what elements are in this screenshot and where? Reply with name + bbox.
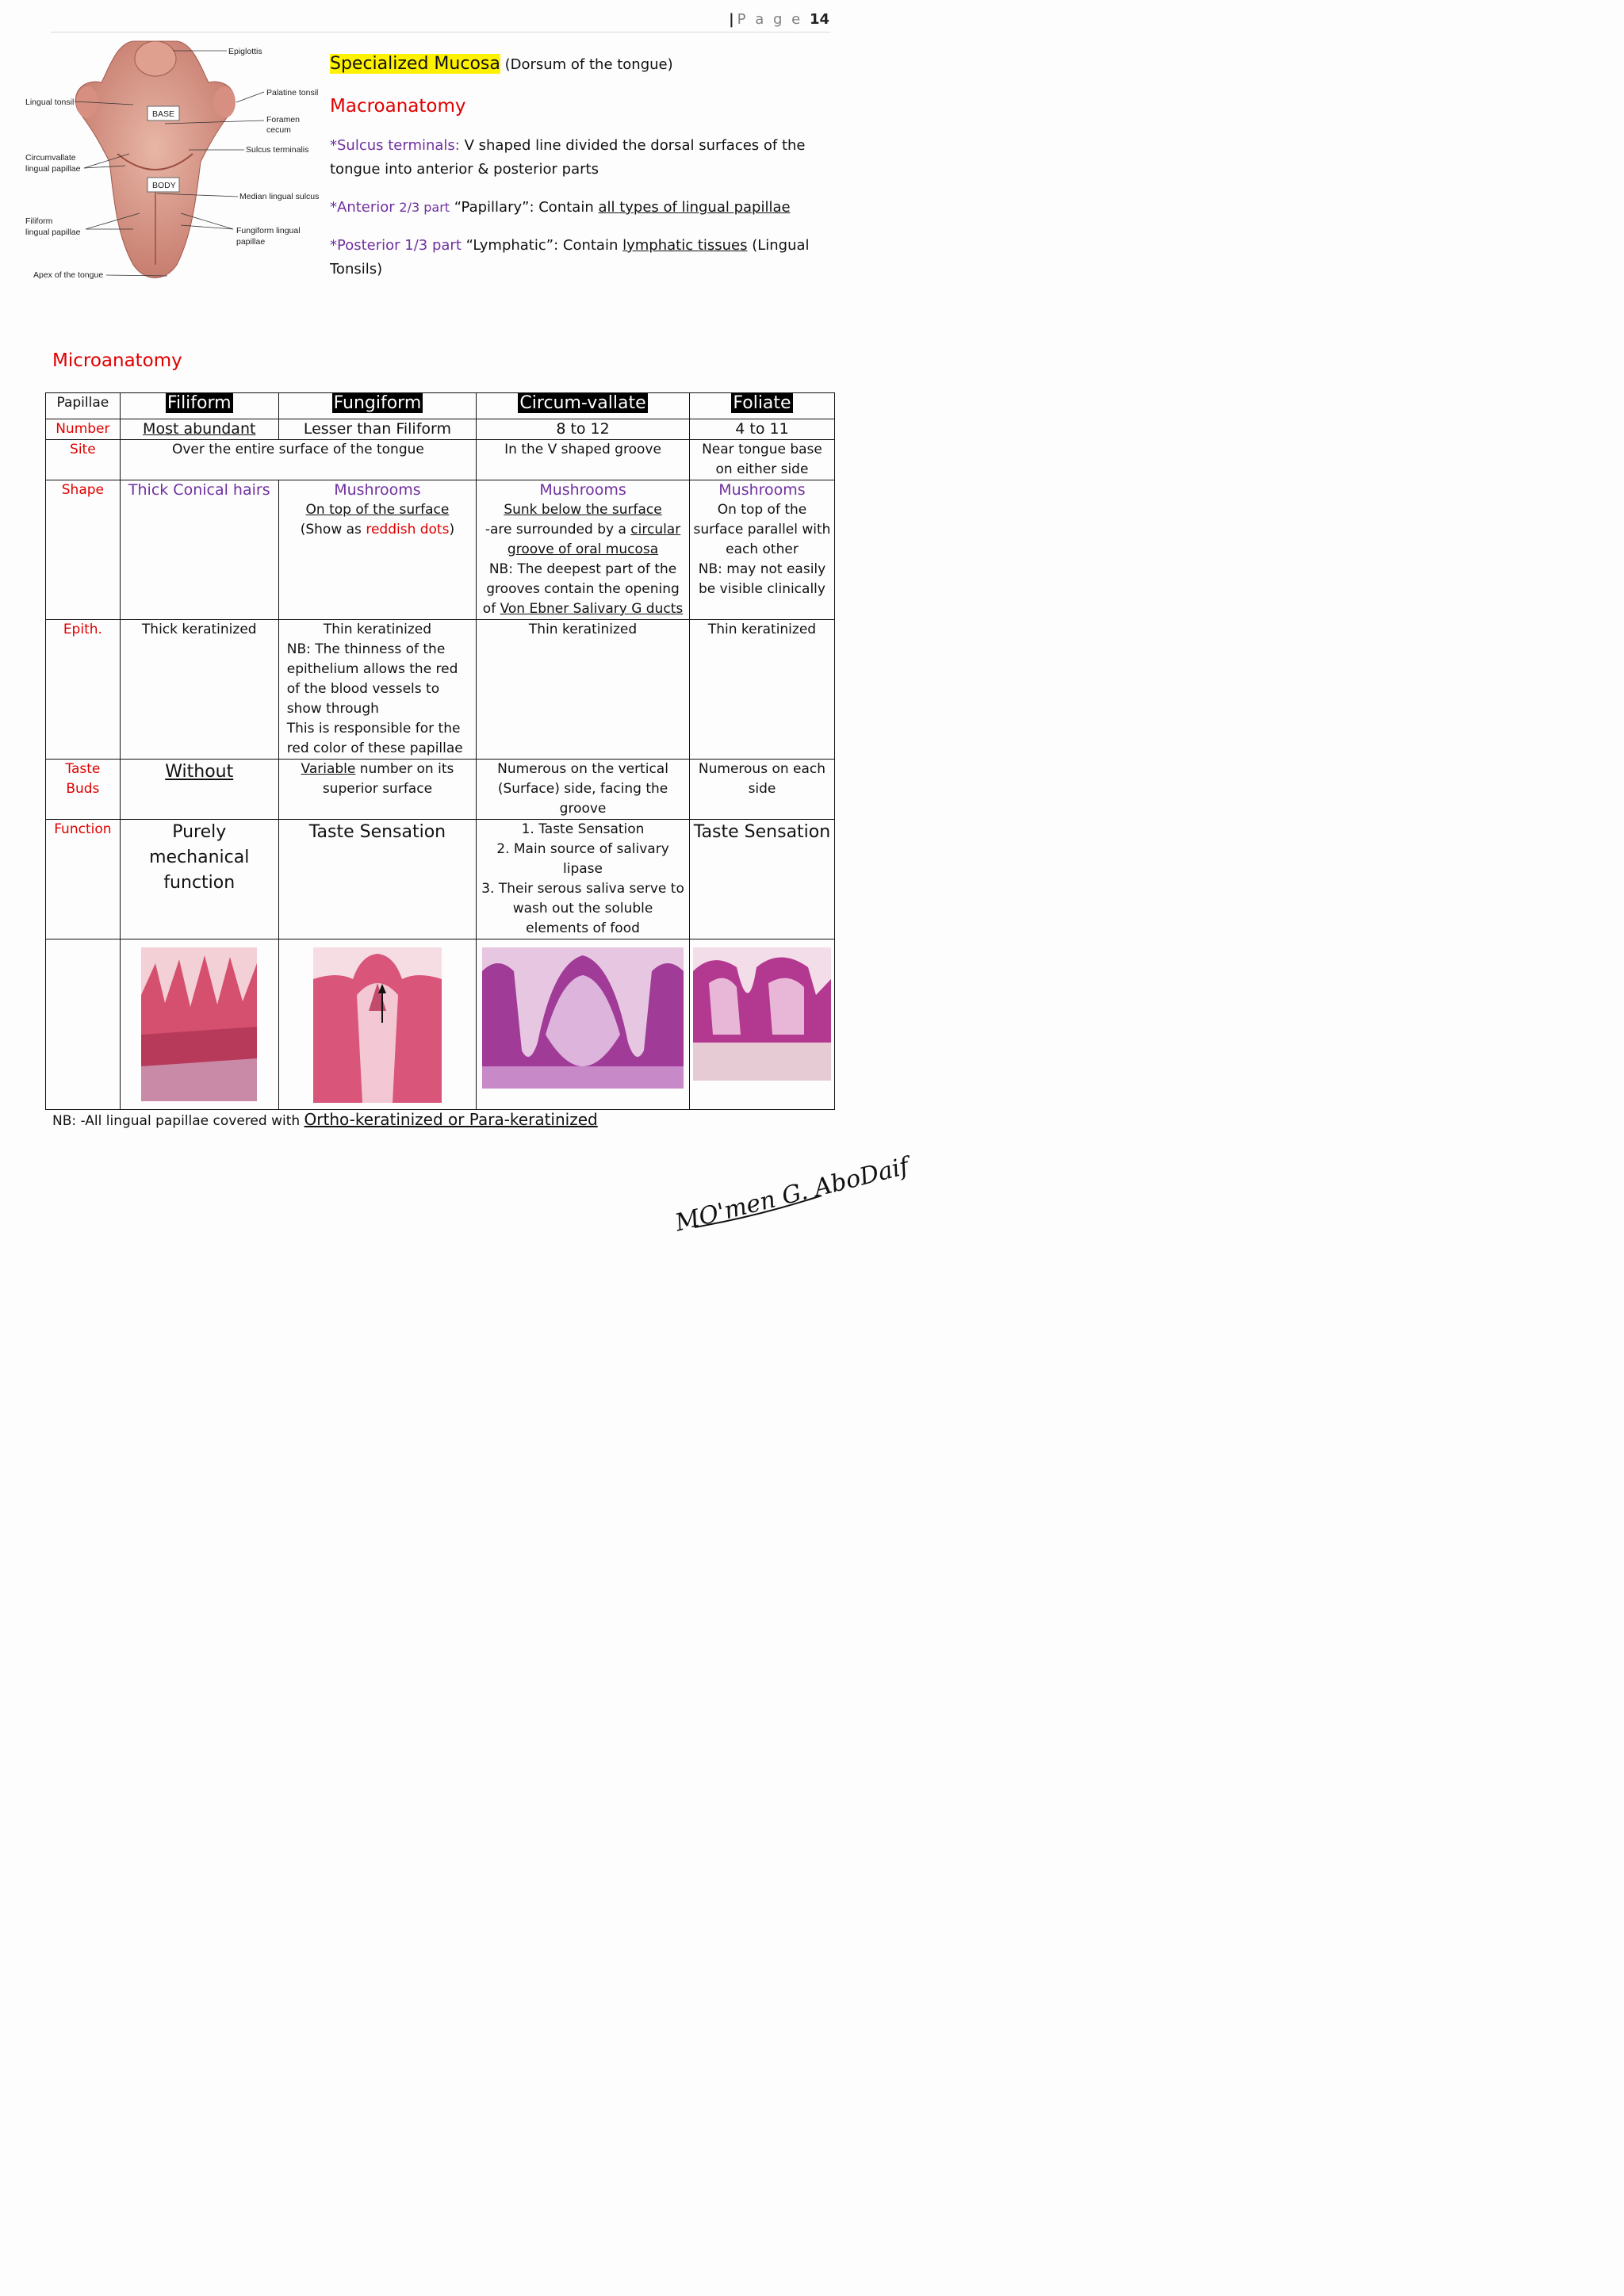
label-circumvallate-2: lingual papillae	[25, 164, 81, 174]
table-row-taste: Taste Buds Without Variable number on its superior surface Numerous on the vertical (Surface) side, facing the groove Numerous on each side	[46, 760, 835, 820]
macro-p2: *Anterior 2/3 part “Papillary”: Contain all types of lingual papillae	[330, 199, 791, 216]
label-lingual-tonsil: Lingual tonsil	[25, 98, 75, 107]
row-label-taste: Taste Buds	[46, 760, 121, 820]
table-row-function: Function Purely mechanical function Taste Sensation 1. Taste Sensation 2. Main source of salivary lipase 3. Their serous saliva serve to wash out the soluble elements of food Taste Sensation	[46, 820, 835, 939]
signature-image	[663, 1152, 912, 1238]
table-row-images	[46, 939, 835, 1110]
macro-heading: Macroanatomy	[330, 96, 466, 117]
fungiform-histology-image	[313, 947, 442, 1103]
label-cecum: cecum	[266, 125, 291, 135]
label-apex: Apex of the tongue	[33, 270, 104, 280]
col-foliate: Foliate	[689, 393, 834, 419]
macro-p3: *Posterior 1/3 part “Lymphatic”: Contain lymphatic tissues (Lingual Tonsils)	[330, 237, 810, 277]
label-median-sulcus: Median lingual sulcus	[239, 192, 320, 201]
row-label-function: Function	[46, 820, 121, 939]
table-row-shape: Shape Thick Conical hairs Mushrooms On top of the surface (Show as reddish dots) Mushrooms Sunk below the surface -are surrounded by a circular groove of oral mucosa NB: The deepest part of the grooves contain the opening of Von Ebner Salivary G ducts Mushrooms On top of the surface parallel with each other NB: may not easily be visible clinically	[46, 480, 835, 620]
section-title: Specialized Mucosa (Dorsum of the tongue)	[330, 54, 673, 74]
corner-cell: Papillae	[46, 393, 121, 419]
label-epiglottis: Epiglottis	[228, 47, 262, 56]
macro-p1: *Sulcus terminals: V shaped line divided the dorsal surfaces of the tongue into anterior & posterior parts	[330, 137, 806, 178]
col-filiform: Filiform	[120, 393, 278, 419]
col-fungiform: Fungiform	[278, 393, 476, 419]
table-row-number: Number Most abundant Lesser than Filiform 8 to 12 4 to 11	[46, 419, 835, 440]
footnote: NB: -All lingual papillae covered with Ortho-keratinized or Para-keratinized	[52, 1110, 598, 1129]
table-row-epith: Epith. Thick keratinized Thin keratinized NB: The thinness of the epithelium allows the red of the blood vessels to show through This is responsible for the red color of these papillae Thin keratinized Thin keratinized	[46, 620, 835, 760]
foliate-histology-image	[693, 947, 831, 1081]
row-label-site: Site	[46, 440, 121, 480]
table-row-header	[46, 393, 835, 419]
papillae-table	[45, 392, 835, 1110]
label-base: BASE	[152, 109, 175, 119]
filiform-histology-image	[141, 947, 257, 1101]
row-label-epith: Epith.	[46, 620, 121, 760]
circumvallate-histology-image	[482, 947, 684, 1089]
table-row-site: Site Over the entire surface of the tongue In the V shaped groove Near tongue base on either side	[46, 440, 835, 480]
svg-text:MO'men G. AboDaif: MO'men G. AboDaif	[672, 1152, 912, 1238]
label-foramen: Foramen	[266, 115, 301, 124]
label-body: BODY	[152, 181, 176, 190]
label-filiform-2: lingual papillae	[25, 228, 81, 237]
macro-section	[330, 52, 845, 281]
page-number: | P a g e 14	[729, 11, 829, 28]
label-circumvallate: Circumvallate	[25, 153, 76, 163]
label-fungiform: Fungiform lingual	[236, 226, 301, 235]
label-sulcus-terminalis: Sulcus terminalis	[246, 145, 309, 155]
micro-heading: Microanatomy	[52, 350, 182, 371]
label-palatine-tonsil: Palatine tonsil	[266, 88, 319, 98]
header-rule	[51, 32, 830, 33]
label-filiform: Filiform	[25, 216, 53, 226]
row-label-shape: Shape	[46, 480, 121, 620]
col-circumvallate: Circum-vallate	[477, 393, 690, 419]
tongue-diagram	[22, 35, 324, 297]
row-label-number: Number	[46, 419, 121, 440]
label-fungiform-2: papillae	[236, 237, 266, 247]
